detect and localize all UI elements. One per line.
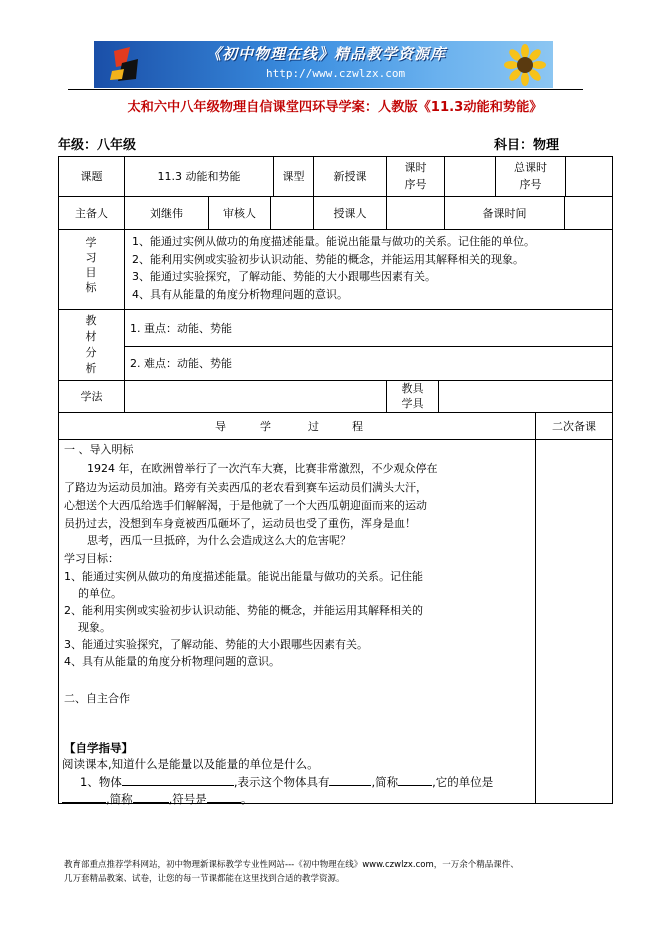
process-header-char: 程 xyxy=(352,420,363,433)
question-text: ,简称 xyxy=(371,775,399,789)
goal-line: 1、能通过实例从做功的角度描述能量。能说出能量与做功的关系。记住能 xyxy=(64,570,423,583)
sunflower-icon xyxy=(503,43,547,87)
story-line: 了路边为运动员加油。路旁有关卖西瓜的老农看到赛车运动员们满头大汗， xyxy=(64,481,427,494)
period-label-line2: 序号 xyxy=(404,178,427,191)
goal-item: 2、能利用实例或实验初步认识动能、势能的概念，并能运用其解释相关的现象。 xyxy=(132,253,524,266)
key-point: 1. 重点：动能、势能 xyxy=(130,322,232,335)
period-label-line1: 课时 xyxy=(404,161,427,174)
story-line: 思考，西瓜一旦抵碎，为什么会造成这么大的危害呢？ xyxy=(87,534,351,547)
second-prep-label: 二次备课 xyxy=(552,420,596,433)
self-study-intro: 阅读课本,知道什么是能量以及能量的单位是什么。 xyxy=(62,757,319,771)
total-label-line1: 总课时 xyxy=(514,161,547,174)
header-banner xyxy=(94,41,553,88)
difficulty-point: 2. 难点：动能、势能 xyxy=(130,357,232,370)
grade-label: 年级：八年级 xyxy=(58,138,137,153)
total-label-line2: 序号 xyxy=(519,178,542,191)
reviewer-label: 审核人 xyxy=(223,207,256,220)
goal-line: 2、能利用实例或实验初步认识动能、势能的概念，并能运用其解释相关的 xyxy=(64,604,423,617)
answer-blank[interactable] xyxy=(207,791,241,803)
prep-time-label: 备课时间 xyxy=(482,207,527,220)
question-text: 。 xyxy=(240,792,253,806)
topic-value: 11.3 动能和势能 xyxy=(157,170,241,183)
period-label xyxy=(387,161,444,191)
goals-label-char: 标 xyxy=(85,281,97,294)
teacher-label: 授课人 xyxy=(333,207,367,220)
analysis-label-char: 材 xyxy=(85,330,97,343)
goal-item: 1、能通过实例从做功的角度描述能量。能说出能量与做功的关系。记住能的单位。 xyxy=(132,235,535,248)
question-text: ,符号是 xyxy=(168,792,207,806)
goal-line: 4、具有从能量的角度分析物理问题的意识。 xyxy=(64,655,280,668)
analysis-label-char: 分 xyxy=(85,346,97,359)
story-line: 心想送个大西瓜给选手们解解渴，于是他就了一个大西瓜朝迎面而来的运动 xyxy=(64,499,427,512)
question-text: ,表示这个物体具有 xyxy=(233,775,330,789)
answer-blank[interactable] xyxy=(122,774,234,786)
goal-line: 现象。 xyxy=(78,621,111,634)
tools-label-line2: 学具 xyxy=(401,397,424,410)
answer-blank[interactable] xyxy=(133,791,169,803)
analysis-label xyxy=(81,313,101,377)
goal-line: 的单位。 xyxy=(78,587,122,600)
logo-icon xyxy=(108,45,144,83)
footer-line: 几万套精品教案、试卷，让您的每一节课都能在这里找到合适的教学资源。 xyxy=(64,874,345,884)
self-study-title: 【自学指导】 xyxy=(64,741,133,755)
type-value: 新授课 xyxy=(333,170,367,183)
question-text: ,简称 xyxy=(106,792,133,806)
banner-url: http://www.czwlzx.com xyxy=(266,67,406,80)
goal-item: 3、能通过实验探究，了解动能、势能的大小跟哪些因素有关。 xyxy=(132,270,436,283)
goals-label-char: 目 xyxy=(85,266,97,279)
answer-blank[interactable] xyxy=(62,791,106,803)
subject-label: 科目：物理 xyxy=(494,138,560,153)
header-rule xyxy=(68,89,583,90)
tools-label xyxy=(387,382,438,410)
goal-item: 4、具有从能量的角度分析物理问题的意识。 xyxy=(132,288,348,301)
footer xyxy=(64,858,604,886)
preparer-label: 主备人 xyxy=(75,207,108,220)
story-line: 1924 年，在欧洲曾举行了一次汽车大赛，比赛非常激烈，不少观众停在 xyxy=(87,462,438,475)
process-header-char: 学 xyxy=(260,420,271,433)
question-text: ,它的单位是 xyxy=(432,775,494,789)
analysis-label-char: 析 xyxy=(85,362,97,375)
question-text: 1、物体 xyxy=(80,775,122,789)
process-header-char: 过 xyxy=(308,420,319,433)
banner-title: 《初中物理在线》精品教学资源库 xyxy=(206,45,447,63)
section1-title: 一 、导入明标 xyxy=(64,443,134,456)
question-line-1 xyxy=(80,774,493,789)
tools-label-line1: 教具 xyxy=(401,382,424,395)
total-period-label xyxy=(496,161,565,191)
method-label: 学法 xyxy=(80,390,103,403)
section2-title: 二、自主合作 xyxy=(64,692,130,705)
question-line-2 xyxy=(62,791,252,806)
story-line: 员扔过去，没想到车身竟被西瓜砸坏了，运动员也受了重伤，浑身是血！ xyxy=(64,517,416,530)
goals-label-char: 学 xyxy=(85,236,97,249)
document-title: 太和六中八年级物理自信课堂四环导学案：人教版《11.3动能和势能》 xyxy=(127,100,543,115)
answer-blank[interactable] xyxy=(398,774,432,786)
type-label: 课型 xyxy=(282,170,305,183)
goal-line: 3、能通过实验探究，了解动能、势能的大小跟哪些因素有关。 xyxy=(64,638,368,651)
goals-label xyxy=(81,235,101,295)
goals-title: 学习目标： xyxy=(64,552,119,565)
topic-label: 课题 xyxy=(80,170,103,183)
process-header-char: 导 xyxy=(215,420,226,433)
analysis-label-char: 教 xyxy=(85,314,97,327)
footer-line: 教育部重点推荐学科网站，初中物理新课标教学专业性网站---《初中物理在线》www.czwlzx.com，一万余个精品课件、 xyxy=(64,860,519,870)
goals-label-char: 习 xyxy=(85,251,97,264)
preparer-value: 刘继伟 xyxy=(150,207,183,220)
answer-blank[interactable] xyxy=(329,774,371,786)
